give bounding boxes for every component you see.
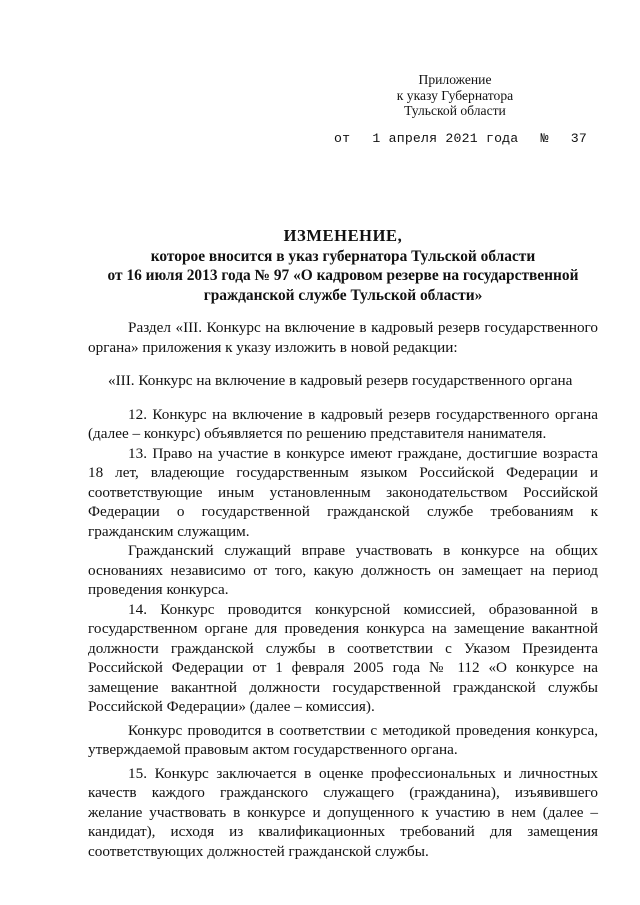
paragraph-14-continued: Конкурс проводится в соответствии с методикой проведения конкурса, утверждаемой правовым актом государственного органа.: [88, 721, 598, 758]
paragraph-14: 14. Конкурс проводится конкурсной комиссией, образованной в государственном органе для проведения конкурса на замещение вакантной должности гражданской службы в соответствии с Указом Президента Российской Федерации от 1 февраля 2005 года № 112 «О конкурсе на замещение вакантной должности государственной гражданской службы Российской Федерации» (далее – комиссия).: [88, 600, 598, 715]
order-prefix: от: [334, 131, 351, 146]
order-date-number: [334, 131, 587, 146]
paragraph-12: 12. Конкурс на включение в кадровый резерв государственного органа (далее – конкурс) объявляется по решению представителя нанимателя.: [88, 405, 598, 442]
order-date: 1 апреля 2021 года: [372, 131, 519, 146]
paragraph-13: 13. Право на участие в конкурсе имеют граждане, достигшие возраста 18 лет, владеющие государственным языком Российской Федерации и соответствующие иным установленным законодательством Российской Федерации о государственной гражданской службе требованиям к гражданским служащим.: [88, 444, 598, 540]
title-line-3: от 16 июля 2013 года № 97 «О кадровом резерве на государственной: [107, 267, 579, 284]
document-title: [88, 226, 598, 305]
order-number: 37: [570, 131, 588, 146]
appendix-line-1: Приложение: [418, 72, 492, 87]
appendix-header: [380, 72, 530, 119]
intro-paragraph: Раздел «III. Конкурс на включение в кадровый резерв государственного органа» приложения к указу изложить в новой редакции:: [88, 319, 598, 356]
order-number-sign: №: [540, 131, 549, 146]
title-line-2: которое вносится в указ губернатора Тульской области: [150, 247, 536, 265]
title-line-4: гражданской службе Тульской области»: [203, 286, 483, 304]
paragraph-15: 15. Конкурс заключается в оценке профессиональных и личностных качеств каждого гражданского служащего (гражданина), изъявившего желание участвовать в конкурсе и допущенного к участию в нем (далее – кандидат), исходя из квалификационных требований для замещения соответствующих должностей гражданской службы.: [88, 764, 598, 860]
appendix-line-2: к указу Губернатора: [396, 87, 514, 103]
document-body: [88, 318, 598, 861]
title-main: ИЗМЕНЕНИЕ,: [283, 226, 403, 245]
appendix-line-3: Тульской области: [404, 103, 506, 118]
paragraph-13-continued: Гражданский служащий вправе участвовать в конкурсе на общих основаниях независимо от того, какую должность он замещает на период проведения конкурса.: [88, 542, 598, 598]
section-heading: «III. Конкурс на включение в кадровый резерв государственного органа: [108, 372, 573, 389]
